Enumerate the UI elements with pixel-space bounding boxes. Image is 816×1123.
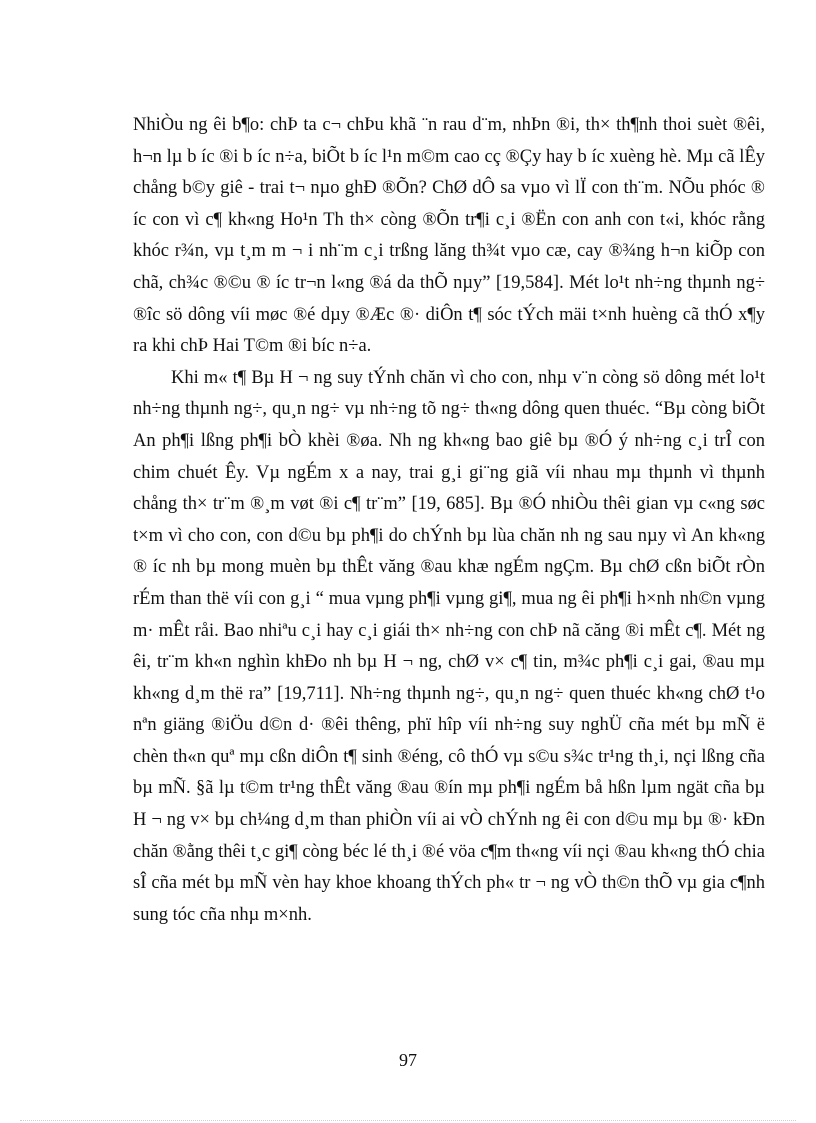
page-number: 97 bbox=[399, 1050, 417, 1070]
page-bottom-divider bbox=[20, 1120, 796, 1121]
paragraph-1: NhiÒu ng êi b¶o: chÞ ta c¬ chÞu khã ¨n rau d¨m, nhÞn ®i, th× th¶nh thoi suèt ®êi, h¬n lµ b íc ®i b íc n÷a, biÕt b íc l¹n m©m cao cç ®Çy hay b íc xuèng hè. Mµ cã lÊy chång b©y giê - trai t¬ nµo ghÐ ®Õn? ChØ dÔ sa vµo vì lÏ con th¨m. NÕu phóc ® íc con vì c¶ kh«ng Ho¹n Th th× còng ®Õn tr¶i c¸i ®Ën con anh con t«i, khóc rằng khóc r¾n, vµ t¸m m ¬ i nh¨m c¸i trßng lăng th¾t vµo cæ, cay ®¾ng h¬n kiÕp con chã, ch¾c ®©u ® íc tr¬n l«ng ®á da thÕ nµy” [19,584]. Mét lo¹t nh÷ng thµnh ng÷ ®îc sö dông víi møc ®é dµy ®Æc ®· diÔn t¶ sóc tÝch mäi t×nh huèng cã thÓ x¶y ra khi chÞ Hai T©m ®i bíc n÷a. bbox=[133, 115, 765, 357]
body-text bbox=[133, 110, 765, 931]
paragraph-2: Khi m« t¶ Bµ H ¬ ng suy tÝnh chăn vì cho con, nhµ v¨n còng sö dông mét lo¹t nh÷ng thµnh ng÷, qu¸n ng÷ vµ nh÷ng tõ ng÷ th«ng dông quen thuéc. “Bµ còng biÕt An ph¶i lßng ph¶i bÒ khèi ®øa. Nh ng kh«ng bao giê bµ ®Ó ý nh÷ng c¸i trÎ con chim chuét Êy. Vµ ngÉm x a nay, trai g¸i gi¨ng giã víi nhau mµ thµnh vì thµnh chång th× tr¨m ®¸m vøt ®i c¶ tr¨m” [19, 685]. Bµ ®Ó nhiÒu thêi gian vµ c«ng søc t×m vì cho con, con d©u bµ ph¶i do chÝnh bµ lùa chăn nh ng sau nµy vì An kh«ng ® íc nh bµ mong muèn bµ thÊt văng ®au khæ ngÉm ngÇm. Bµ chØ cßn biÕt rÒn rÉm than thë víi con g¸i “ mua vµng ph¶i vµng gi¶, mua ng êi ph¶i h×nh nh©n vµng m· mÊt råi. Bao nhiªu c¸i hay c¸i giái th× nh÷ng con chÞ nã căng ®i mÊt c¶. Mét ng êi, tr¨m kh«n nghìn khÐo nh bµ H ¬ ng, chØ v× c¶ tin, m¾c ph¶i c¸i gai, ®au mµ kh«ng d¸m thë ra” [19,711]. Nh÷ng thµnh ng÷, qu¸n ng÷ quen thuéc kh«ng chØ t¹o nªn giäng ®iÖu d©n d· ®êi thêng, phï hîp víi nh÷ng suy nghÜ cña mét bµ mÑ ë chèn th«n quª mµ cßn diÔn t¶ sinh ®éng, cô thÓ vµ s©u s¾c tr¹ng th¸i, nçi lßng cña bµ mÑ. §ã lµ t©m tr¹ng thÊt văng ®au ®ín mµ ph¶i ngÉm bå hßn lµm ngät cña bµ H ¬ ng v× bµ ch¼ng d¸m than phiÒn víi ai vÒ chÝnh ng êi con d©u mµ bµ ®· kÐn chăn ®ằng thêi t¸c gi¶ còng béc lé th¸i ®é vöa c¶m th«ng víi nçi ®au kh«ng thÓ chia sÎ cña mét bµ mÑ vèn hay khoe khoang thÝch ph« tr ¬ ng vÒ th©n thÕ vµ gia c¶nh sung tóc cña nhµ m×nh. bbox=[133, 367, 765, 925]
